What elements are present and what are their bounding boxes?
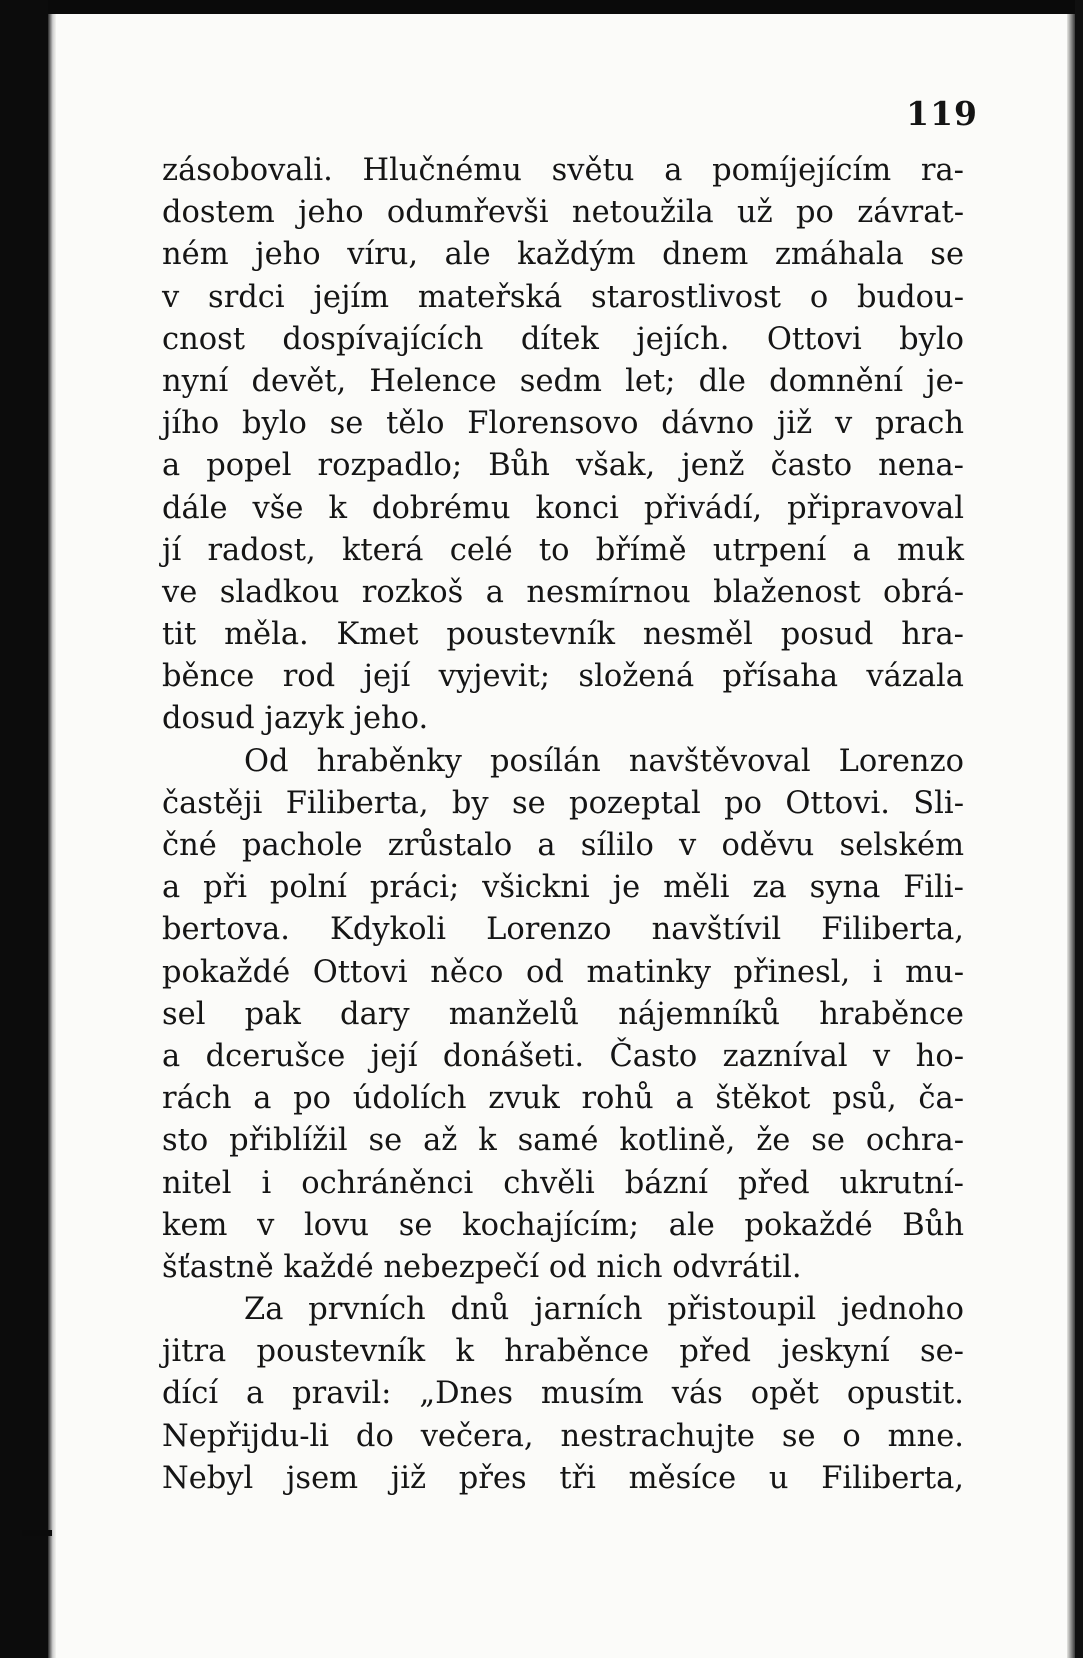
text-line: v srdci jejím mateřská starostlivost o budou- [162, 279, 964, 315]
text-line: kem v lovu se kochajícím; ale pokaždé Bůh [162, 1207, 964, 1243]
text-line: cnost dospívajících dítek jejích. Ottovi bylo [162, 321, 964, 357]
text-line: sto přiblížil se až k samé kotlině, že se ochra- [162, 1123, 964, 1159]
text-line: čné pachole zrůstalo a sílilo v oděvu selském [162, 828, 964, 863]
paragraph-start-line: Za prvních dnů jarních přistoupil jednoho [244, 1292, 964, 1328]
scan-border-top [0, 0, 1083, 14]
paragraph-end-line: dosud jazyk jeho. [162, 701, 429, 737]
text-line: častěji Filiberta, by se pozeptal po Ottovi. Sli- [162, 785, 964, 821]
page-edge-shadow [1067, 14, 1075, 1658]
page-gutter-shadow [48, 14, 56, 1658]
text-line: Nebyl jsem již přes tři měsíce u Filiberta, [162, 1460, 964, 1496]
text-line: ném jeho víru, ale každým dnem zmáhala se [162, 237, 964, 273]
text-line: jí radost, která celé to břímě utrpení a muk [162, 532, 964, 568]
text-line: dící a pravil: „Dnes musím vás opět opustit. [162, 1376, 964, 1412]
text-line: zásobovali. Hlučnému světu a pomíjejícím ra- [162, 153, 964, 188]
scan-border-left [0, 0, 48, 1658]
text-line: rách a po údolích zvuk rohů a štěkot psů, ča- [162, 1081, 964, 1117]
text-line: bertova. Kdykoli Lorenzo navštívil Filiberta, [162, 912, 964, 948]
text-line: dostem jeho odumřevši netoužila už po závrat- [162, 195, 964, 231]
text-line: tit měla. Kmet poustevník nesměl posud hra- [162, 617, 964, 653]
text-line: jího bylo se tělo Florensovo dávno již v prach [162, 406, 964, 442]
paragraph-end-line: šťastně každé nebezpečí od nich odvrátil. [162, 1249, 802, 1285]
text-line: jitra poustevník k hraběnce před jeskyní se- [162, 1334, 964, 1370]
text-line: a dcerušce její donášeti. Často zazníval v ho- [162, 1038, 964, 1074]
paragraph-start-line: Od hraběnky posílán navštěvoval Lorenzo [244, 743, 964, 779]
text-line: Nepřijdu-li do večera, nestrachujte se o mne. [162, 1418, 964, 1454]
text-line: nitel i ochráněnci chvěli bázní před ukrutní- [162, 1165, 964, 1201]
text-line: nyní devět, Helence sedm let; dle domnění je- [162, 363, 964, 399]
page-number: 119 [906, 94, 978, 133]
scan-margin-mark [22, 1530, 52, 1536]
text-line: a při polní práci; všickni je měli za syna Fili- [162, 870, 964, 906]
text-line: běnce rod její vyjevit; složená přísaha vázala [162, 659, 964, 695]
text-line: sel pak dary manželů nájemníků hraběnce [162, 996, 964, 1032]
text-line: ve sladkou rozkoš a nesmírnou blaženost obrá- [162, 574, 964, 610]
text-line: a popel rozpadlo; Bůh však, jenž často nena- [162, 448, 964, 484]
scan-border-right [1075, 0, 1083, 1658]
text-line: pokaždé Ottovi něco od matinky přinesl, i mu- [162, 954, 964, 990]
text-line: dále vše k dobrému konci přivádí, připravoval [162, 490, 964, 526]
body-text [162, 150, 964, 1500]
